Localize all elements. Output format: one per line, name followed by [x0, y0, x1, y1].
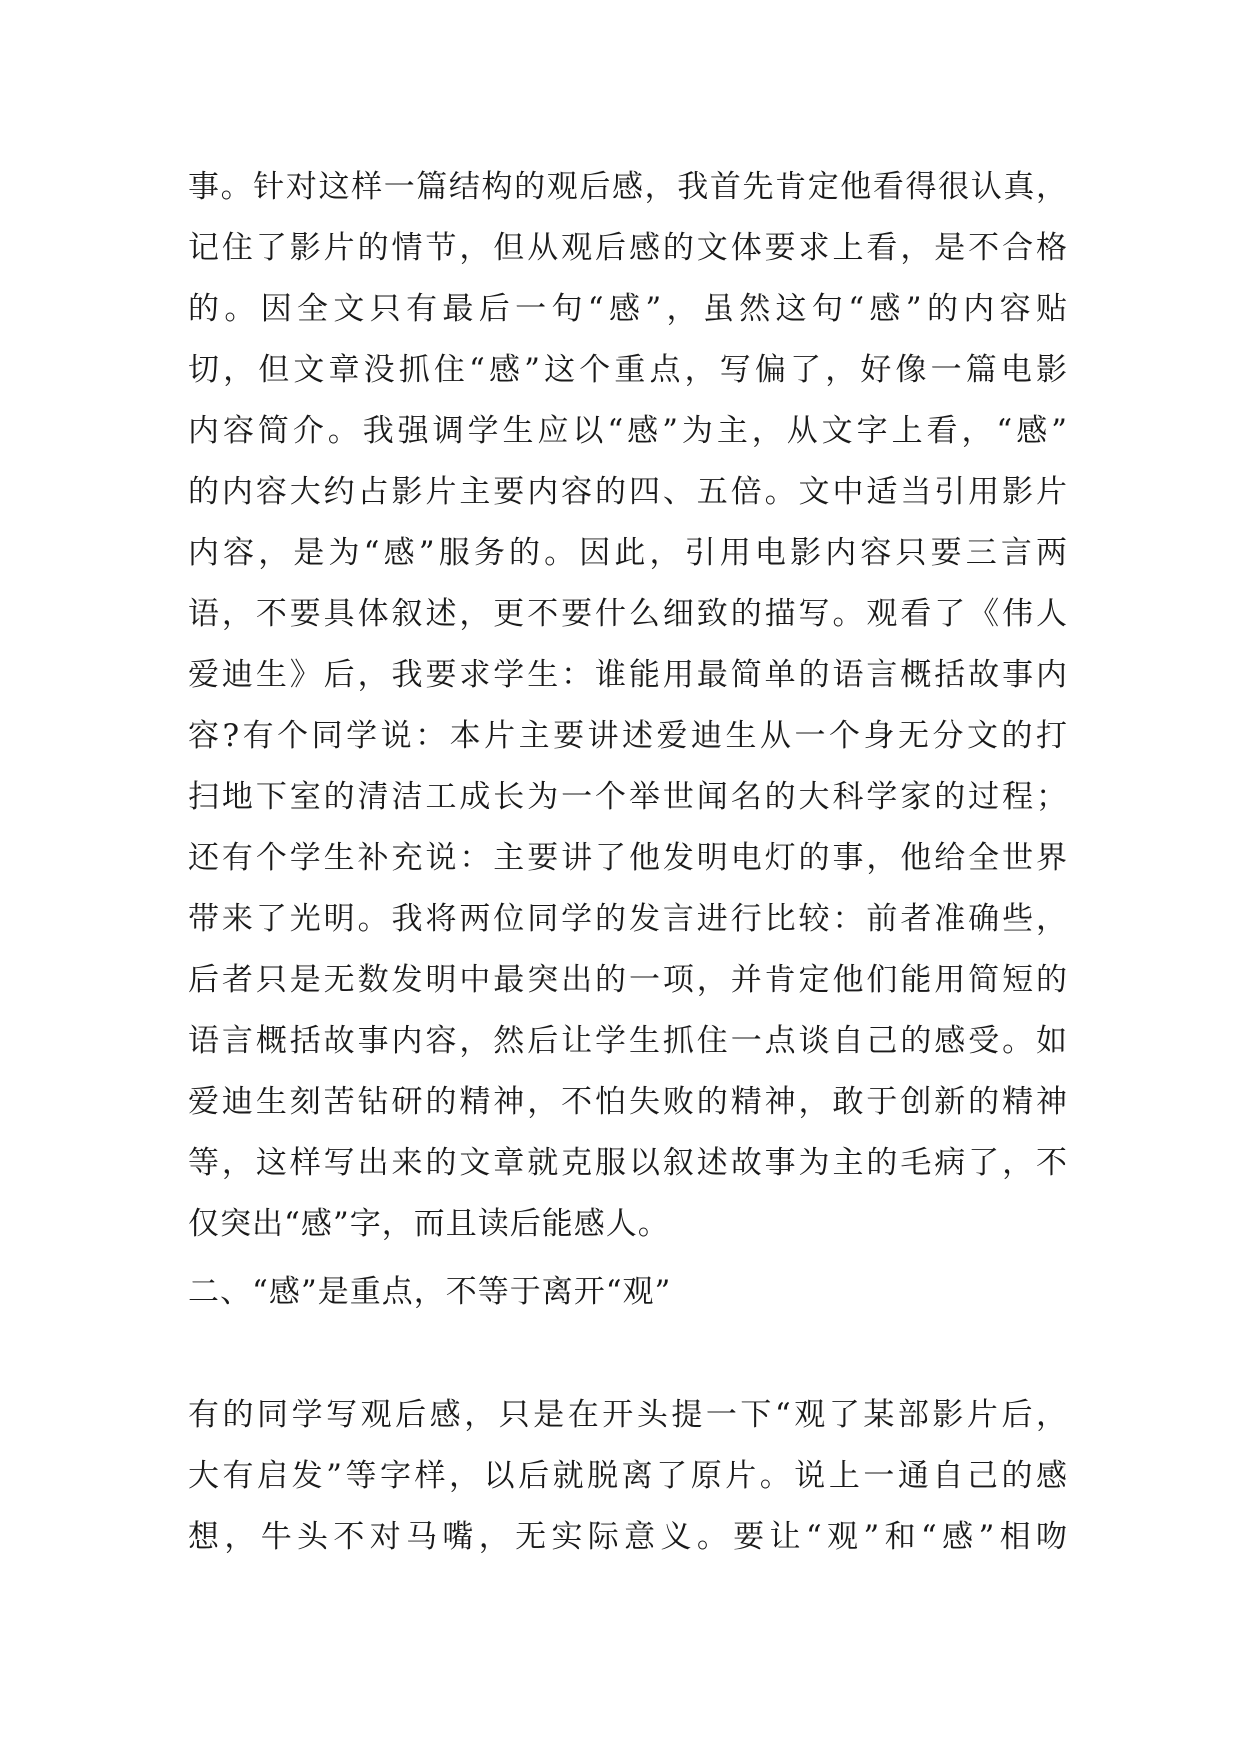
text-line: 的。因全文只有最后一句“感”，虽然这句“感”的内容贴 — [188, 291, 1068, 327]
text-line: 内容简介。我强调学生应以“感”为主，从文字上看，“感” — [188, 413, 1068, 449]
section-heading-text: 二、“感”是重点，不等于离开“观” — [188, 1274, 672, 1310]
body-paragraph — [188, 157, 1068, 1255]
text-line: 扫地下室的清洁工成长为一个举世闻名的大科学家的过程； — [188, 779, 1068, 815]
text-line: 切，但文章没抓住“感”这个重点，写偏了，好像一篇电影 — [188, 352, 1068, 388]
body-paragraph — [188, 1385, 1068, 1568]
text-line: 仅突出“感”字，而且读后能感人。 — [188, 1206, 670, 1242]
text-line: 爱迪生刻苦钻研的精神，不怕失败的精神，敢于创新的精神 — [188, 1084, 1068, 1120]
text-line: 容?有个同学说：本片主要讲述爱迪生从一个身无分文的打 — [188, 718, 1068, 754]
text-line: 记住了影片的情节，但从观后感的文体要求上看，是不合格 — [188, 230, 1068, 266]
section-heading — [188, 1262, 1068, 1323]
text-line: 带来了光明。我将两位同学的发言进行比较：前者准确些， — [188, 901, 1068, 937]
text-line: 内容，是为“感”服务的。因此，引用电影内容只要三言两 — [188, 535, 1068, 571]
text-line: 爱迪生》后，我要求学生：谁能用最简单的语言概括故事内 — [188, 657, 1068, 693]
text-line: 想，牛头不对马嘴，无实际意义。要让“观”和“感”相吻 — [188, 1519, 1068, 1555]
text-line: 还有个学生补充说：主要讲了他发明电灯的事，他给全世界 — [188, 840, 1068, 876]
text-line: 的内容大约占影片主要内容的四、五倍。文中适当引用影片 — [188, 474, 1068, 510]
text-line: 大有启发”等字样，以后就脱离了原片。说上一通自己的感 — [188, 1458, 1068, 1494]
text-line: 事。针对这样一篇结构的观后感，我首先肯定他看得很认真， — [188, 169, 1068, 205]
text-line: 语言概括故事内容，然后让学生抓住一点谈自己的感受。如 — [188, 1023, 1068, 1059]
text-line: 语，不要具体叙述，更不要什么细致的描写。观看了《伟人 — [188, 596, 1068, 632]
text-line: 有的同学写观后感，只是在开头提一下“观了某部影片后， — [188, 1397, 1068, 1433]
text-line: 等，这样写出来的文章就克服以叙述故事为主的毛病了，不 — [188, 1145, 1068, 1181]
text-line: 后者只是无数发明中最突出的一项，并肯定他们能用简短的 — [188, 962, 1068, 998]
